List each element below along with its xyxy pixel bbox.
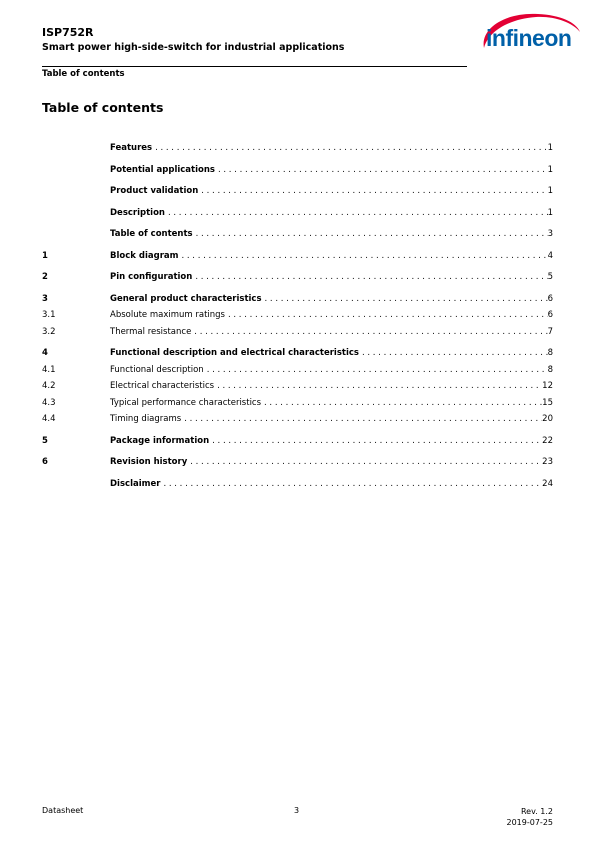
toc-entry-number: 4.3 (42, 398, 56, 408)
toc-entry-title[interactable]: Functional description (110, 365, 204, 375)
toc-entry-line (110, 478, 553, 490)
toc-entry-line (110, 228, 553, 240)
toc-entry-title[interactable]: Table of contents (110, 229, 193, 239)
toc-entry-line (110, 271, 553, 283)
toc-dot-leader (191, 326, 547, 338)
document-subtitle: Smart power high-side-switch for industrial applications (42, 42, 345, 53)
toc-entry-number: 3.2 (42, 327, 56, 337)
toc-entry[interactable] (42, 326, 553, 338)
toc-entry[interactable] (42, 142, 553, 154)
toc-entry-line (110, 164, 553, 176)
toc-entry-line (110, 456, 553, 468)
toc-dot-leader (192, 271, 547, 283)
toc-entry-page[interactable]: 1 (547, 186, 553, 196)
toc-dot-leader (214, 380, 542, 392)
toc-entry-line (110, 380, 553, 392)
toc-entry-page[interactable]: 1 (547, 143, 553, 153)
footer-revision: Rev. 1.2 (520, 807, 553, 816)
toc-entry-number: 4.4 (42, 414, 56, 424)
toc-entry-line (110, 397, 553, 409)
toc-entry-page[interactable]: 22 (542, 436, 553, 446)
toc-dot-leader (204, 364, 548, 376)
toc-entry-number: 3 (42, 294, 48, 304)
toc-entry-title[interactable]: Electrical characteristics (110, 381, 215, 391)
toc-dot-leader (181, 413, 542, 425)
toc-entry-line (110, 364, 553, 376)
toc-dot-leader (152, 142, 547, 154)
toc-entry[interactable] (42, 228, 553, 240)
toc-entry-line (110, 309, 553, 321)
toc-entry-page[interactable]: 12 (542, 381, 553, 391)
toc-entry-title[interactable]: Features (110, 143, 153, 153)
footer-revision-block (507, 806, 554, 828)
toc-entry-page[interactable]: 4 (547, 251, 553, 261)
toc-entry-title[interactable]: Potential applications (110, 165, 215, 175)
toc-entry-page[interactable]: 8 (547, 365, 553, 375)
logo-wordmark: infineon (486, 25, 572, 51)
toc-entry[interactable] (42, 478, 553, 490)
toc-entry-page[interactable]: 15 (542, 398, 553, 408)
toc-entry[interactable] (42, 435, 553, 447)
header-rule (42, 66, 467, 67)
toc-heading: Table of contents (42, 100, 164, 115)
toc-dot-leader (179, 250, 548, 262)
toc-entry-page[interactable]: 24 (542, 479, 553, 489)
toc-entry-title[interactable]: Block diagram (110, 251, 179, 261)
toc-entry-page[interactable]: 20 (542, 414, 553, 424)
toc-entry[interactable] (42, 185, 553, 197)
footer-date: 2019-07-25 (506, 818, 553, 827)
toc-entry-page[interactable]: 1 (547, 165, 553, 175)
toc-entry-number: 1 (42, 251, 48, 261)
toc-entry-title[interactable]: Disclaimer (110, 479, 161, 489)
toc-dot-leader (215, 164, 548, 176)
toc-dot-leader (160, 478, 542, 490)
toc-entry-page[interactable]: 5 (547, 272, 553, 282)
section-label: Table of contents (42, 69, 125, 79)
toc-entry-title[interactable]: Pin configuration (110, 272, 193, 282)
toc-entry[interactable] (42, 397, 553, 409)
toc-entry-page[interactable]: 7 (547, 327, 553, 337)
toc-entry-page[interactable]: 8 (547, 348, 553, 358)
toc-entry-title[interactable]: Functional description and electrical characteristics (110, 348, 359, 358)
toc-dot-leader (225, 309, 548, 321)
toc-entry[interactable] (42, 164, 553, 176)
toc-entry-title[interactable]: Timing diagrams (110, 414, 182, 424)
toc-dot-leader (198, 185, 547, 197)
toc-entry-line (110, 435, 553, 447)
toc-entry-page[interactable]: 6 (547, 310, 553, 320)
toc-entry-title[interactable]: Product validation (110, 186, 199, 196)
toc-entry-number: 2 (42, 272, 48, 282)
toc-entry[interactable] (42, 364, 553, 376)
toc-entry[interactable] (42, 309, 553, 321)
toc-entry-title[interactable]: Absolute maximum ratings (110, 310, 225, 320)
toc-entry[interactable] (42, 207, 553, 219)
toc-entry-title[interactable]: Thermal resistance (110, 327, 192, 337)
toc-dot-leader (209, 435, 542, 447)
toc-entry[interactable] (42, 250, 553, 262)
toc-entry-title[interactable]: Typical performance characteristics (110, 398, 262, 408)
toc-entry-line (110, 207, 553, 219)
toc-dot-leader (165, 207, 548, 219)
toc-entry-title[interactable]: Description (110, 208, 165, 218)
toc-entry-page[interactable]: 1 (547, 208, 553, 218)
footer-page-number: 3 (294, 806, 300, 815)
toc-dot-leader (262, 293, 548, 305)
toc-entry-number: 5 (42, 436, 48, 446)
toc-entry-number: 4.1 (42, 365, 56, 375)
toc-entry-page[interactable]: 6 (547, 294, 553, 304)
toc-entry-line (110, 185, 553, 197)
toc-entry-page[interactable]: 23 (542, 457, 553, 467)
toc-entry[interactable] (42, 413, 553, 425)
toc-entry-number: 6 (42, 457, 48, 467)
toc-entry[interactable] (42, 456, 553, 468)
footer-doc-type: Datasheet (42, 806, 84, 815)
toc-entry-line (110, 347, 553, 359)
toc-entry-line (110, 250, 553, 262)
toc-dot-leader (359, 347, 548, 359)
toc-entry-line (110, 142, 553, 154)
toc-entry[interactable] (42, 293, 553, 305)
toc-entry[interactable] (42, 271, 553, 283)
toc-entry[interactable] (42, 347, 553, 359)
toc-entry-title[interactable]: General product characteristics (110, 294, 262, 304)
toc-entry-number: 4 (42, 348, 48, 358)
toc-entry-number: 4.2 (42, 381, 56, 391)
toc-dot-leader (187, 456, 542, 468)
toc-entry-line (110, 413, 553, 425)
toc-entry-line (110, 293, 553, 305)
document-title: ISP752R (42, 26, 94, 39)
toc-entry[interactable] (42, 380, 553, 392)
toc-entry-line (110, 326, 553, 338)
infineon-logo (476, 10, 586, 60)
toc-dot-leader (261, 397, 542, 409)
toc-entry-number: 3.1 (42, 310, 56, 320)
toc-entry-title[interactable]: Package information (110, 436, 210, 446)
toc-dot-leader (193, 228, 548, 240)
toc-entry-title[interactable]: Revision history (110, 457, 188, 467)
toc-entry-page[interactable]: 3 (547, 229, 553, 239)
